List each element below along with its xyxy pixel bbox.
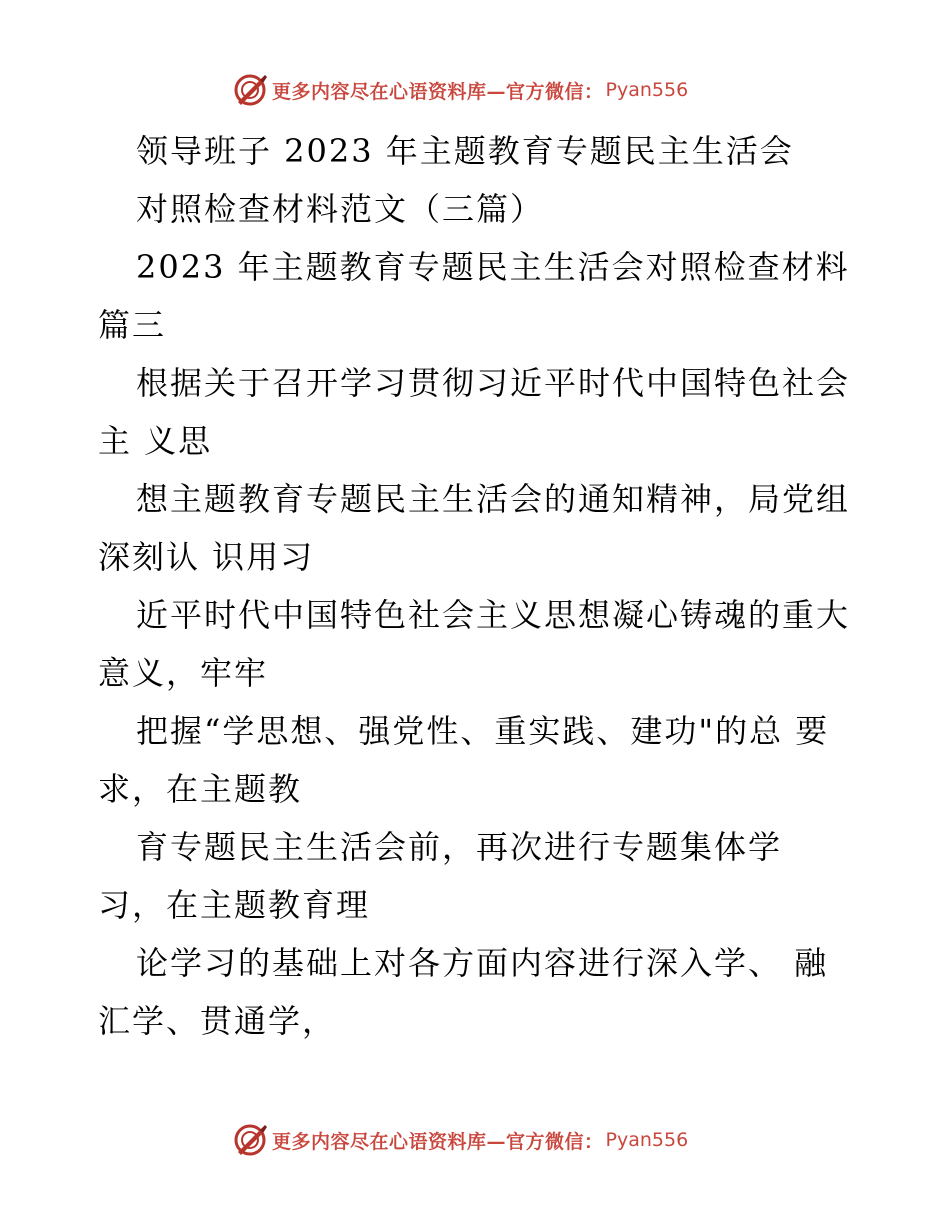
pen-logo-icon: [232, 72, 268, 108]
paragraph-line: 把握“学思想、强党性、重实践、建功"的总 要: [136, 712, 830, 750]
title-line-2: 对照检查材料范文（三篇）: [136, 190, 545, 228]
paragraph-line: 习，在主题教育理: [98, 886, 371, 924]
section-heading-line-2: 篇三: [98, 306, 167, 344]
banner-wechat-id: Pyan556: [605, 1129, 689, 1151]
paragraph-line: 主 义思: [98, 422, 213, 460]
paragraph-line: 深刻认 识用习: [98, 538, 315, 576]
pen-logo-icon: [232, 1122, 268, 1158]
banner-text: 更多内容尽在心语资料库—官方微信：: [272, 1130, 604, 1153]
paragraph-line: 汇学、贯通学，: [98, 1002, 337, 1040]
paragraph-line: 想主题教育专题民主生活会的通知精神，局党组: [136, 480, 851, 518]
paragraph-line: 近平时代中国特色社会主义思想凝心铸魂的重大: [136, 596, 851, 634]
title-line-1: 领导班子 2023 年主题教育专题民主生活会: [136, 132, 794, 170]
banner-wechat-id: Pyan556: [605, 79, 689, 101]
header-banner: [232, 70, 732, 110]
paragraph-line: 根据关于召开学习贯彻习近平时代中国特色社会: [136, 364, 851, 402]
paragraph-line: 育专题民主生活会前，再次进行专题集体学: [136, 828, 783, 866]
paragraph-line: 论学习的基础上对各方面内容进行深入学、 融: [136, 944, 829, 982]
paragraph-line: 求，在主题教: [98, 770, 303, 808]
banner-text: 更多内容尽在心语资料库—官方微信：: [272, 80, 604, 103]
document-body: [98, 122, 878, 1050]
section-heading-line-1: 2023 年主题教育专题民主生活会对照检查材料: [136, 248, 850, 286]
footer-banner: [232, 1120, 732, 1160]
paragraph-line: 意义，牢牢: [98, 654, 269, 692]
